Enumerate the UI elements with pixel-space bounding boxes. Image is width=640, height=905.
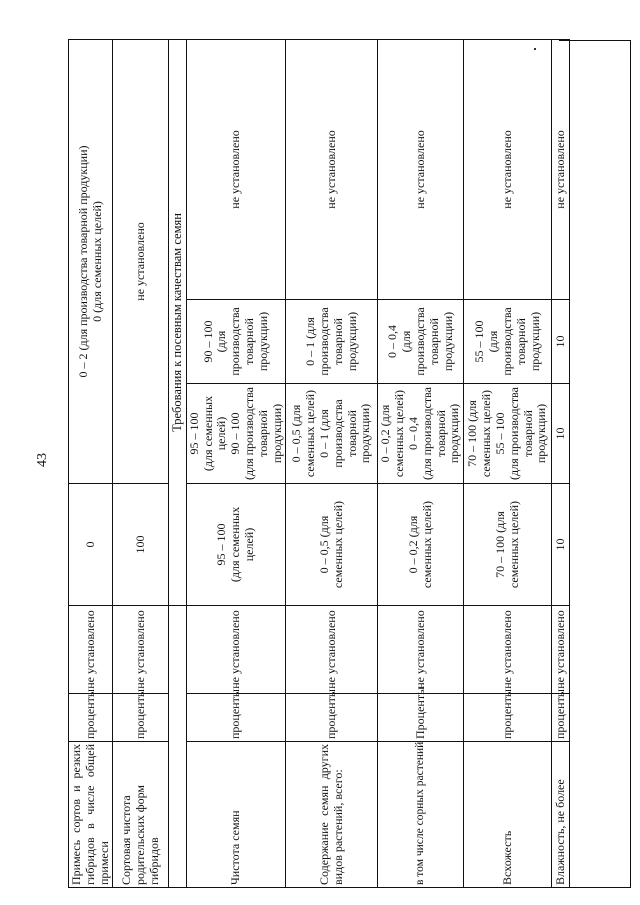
row-value-c6: не установлено	[464, 39, 552, 299]
row-unit: проценты	[113, 694, 169, 742]
section-title: Требования к посевным качествам семян	[169, 39, 186, 605]
row-value-c3: не установлено	[113, 606, 169, 694]
section-row	[169, 39, 186, 887]
row-unit: проценты	[69, 694, 113, 742]
row-value-c4: 95 – 100 (для семенных целей)	[186, 484, 286, 606]
table-rotator	[68, 40, 567, 888]
row-value-c5a: 10	[552, 384, 570, 484]
row-value-c5a: 0 – 0,5 (для семенных целей) 0 – 1 (для производства товарной продукции)	[286, 384, 378, 484]
row-value-c4: 0 – 0,2 (для семенных целей)	[378, 484, 464, 606]
row-value-c6: не установлено	[186, 39, 286, 299]
row-name: Содержание семян других видов растений, всего:	[286, 742, 378, 888]
row-value-c5: не установлено	[113, 39, 169, 483]
row-name: Чистота семян	[186, 742, 286, 888]
row-unit: проценты	[464, 694, 552, 742]
row-value-c4: 0 – 0,5 (для семенных целей)	[286, 484, 378, 606]
row-value-c5b: 0 – 0,4 (для производства товарной продукции)	[378, 300, 464, 384]
row-value-c4: 10	[552, 484, 570, 606]
row-value-c3: не установлено	[186, 606, 286, 694]
table-row	[286, 39, 378, 887]
table-row	[69, 39, 113, 887]
row-value-c4: 70 – 100 (для семенных целей)	[464, 484, 552, 606]
table-row	[378, 39, 464, 887]
row-unit: проценты	[186, 694, 286, 742]
row-value-c6: не установлено	[378, 39, 464, 299]
row-unit: проценты	[286, 694, 378, 742]
row-value-c4: 100	[113, 484, 169, 606]
row-unit: Проценты	[378, 694, 464, 742]
table-row	[552, 39, 570, 887]
row-value-c5b: 0 – 1 (для производства товарной продукции)	[286, 300, 378, 384]
row-value-c6: не установлено	[286, 39, 378, 299]
row-value-c3: не установлено	[552, 606, 570, 694]
row-value-c5b: 10	[552, 300, 570, 384]
row-value-c5: 0 – 2 (для производства товарной продукции) 0 (для семенных целей)	[69, 39, 113, 483]
row-name: в том числе сорных растений	[378, 742, 464, 888]
section-spacer	[169, 606, 186, 888]
page-number: 43	[35, 453, 50, 467]
row-value-c3: не установлено	[464, 606, 552, 694]
row-name: Влажность, не более	[552, 742, 570, 888]
row-value-c5b: 90 – 100 (для производства товарной продукции)	[186, 300, 286, 384]
row-value-c3: не установлено	[286, 606, 378, 694]
table-row	[186, 39, 286, 887]
row-value-c3: не установлено	[69, 606, 113, 694]
table-row	[113, 39, 169, 887]
row-value-c5a: 95 – 100 (для семенных целей) 90 – 100 (для производства товарной продукции)	[186, 384, 286, 484]
row-value-c5a: 70 – 100 (для семенных целей) 55 – 100 (для производства товарной продукции)	[464, 384, 552, 484]
row-name: Всхожесть	[464, 742, 552, 888]
rotated-table-frame	[68, 40, 567, 888]
row-value-c5a: 0 – 0,2 (для семенных целей) 0 – 0,4 (для производства товарной продукции)	[378, 384, 464, 484]
seed-requirements-table	[68, 39, 570, 888]
row-value-c6: не установлено	[552, 39, 570, 299]
row-value-c3: не установлено	[378, 606, 464, 694]
row-name: Сортовая чистота родительских форм гибридов	[113, 742, 169, 888]
row-unit: проценты	[552, 694, 570, 742]
row-value-c4: 0	[69, 484, 113, 606]
row-name: Примесь сортов и резких гибридов в числе общей примеси	[69, 742, 113, 888]
table-row	[464, 39, 552, 887]
row-value-c5b: 55 – 100 (для производства товарной продукции)	[464, 300, 552, 384]
